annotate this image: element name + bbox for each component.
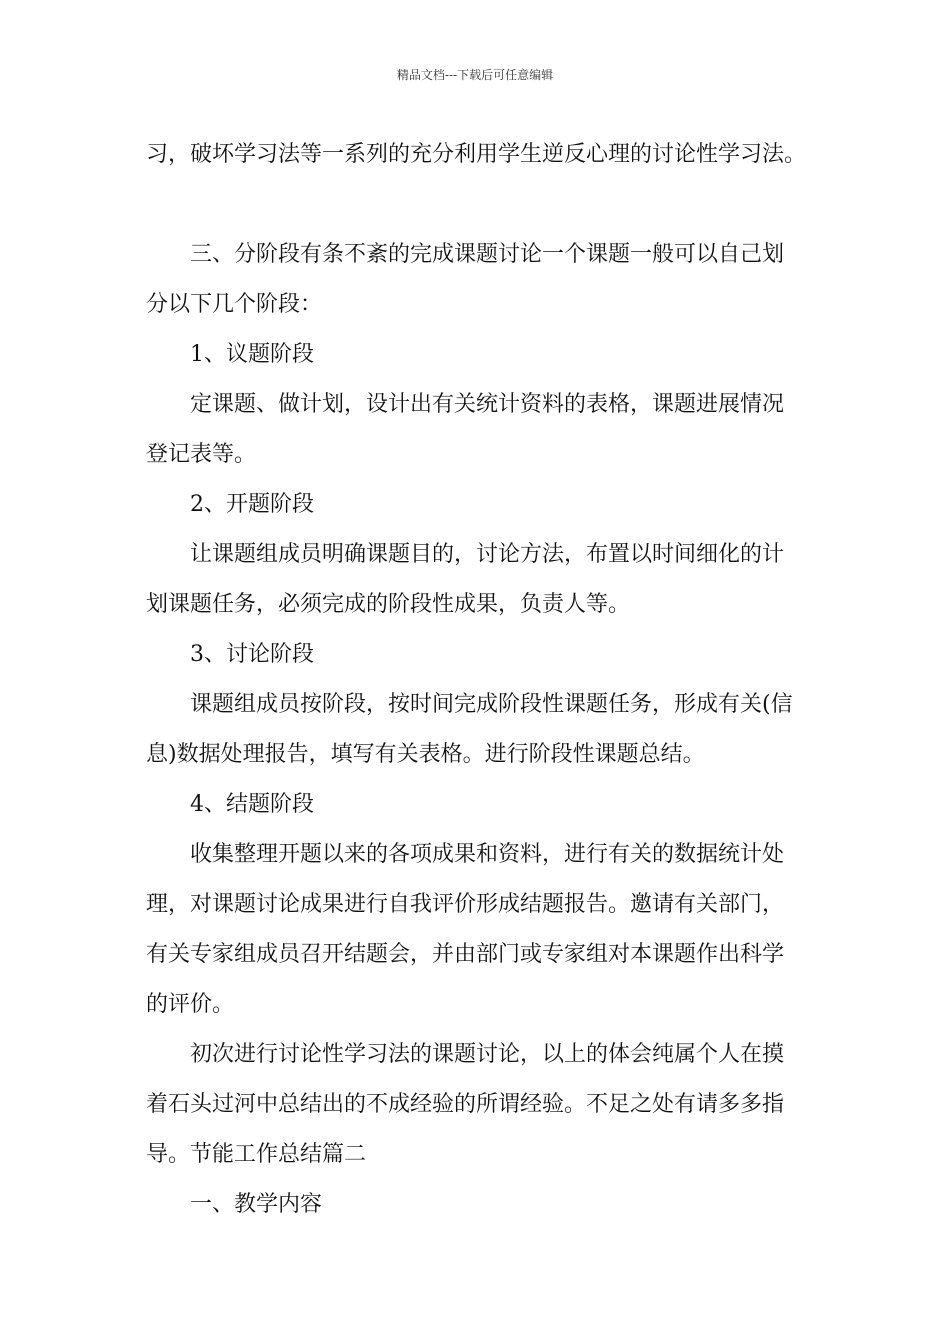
paragraph-line: 息)数据处理报告，填写有关表格。进行阶段性课题总结。 <box>146 742 705 767</box>
paragraph-line: 让课题组成员明确课题目的，讨论方法，布置以时间细化的计 <box>190 542 785 567</box>
stage-heading-2: 2、开题阶段 <box>190 492 314 517</box>
paragraph-line: 着石头过河中总结出的不成经验的所谓经验。不足之处有请多多指 <box>146 1092 785 1117</box>
paragraph-gap <box>146 180 810 230</box>
paragraph-line: 的评价。 <box>146 992 235 1017</box>
paragraph-line: 分以下几个阶段： <box>146 292 323 317</box>
paragraph-line: 有关专家组成员召开结题会，并由部门或专家组对本课题作出科学 <box>146 942 785 967</box>
paragraph-line: 习，破坏学习法等一系列的充分利用学生逆反心理的讨论性学习法。 <box>146 142 807 167</box>
section-heading-line: 三、分阶段有条不紊的完成课题讨论一个课题一般可以自己划 <box>190 242 785 267</box>
section-heading-teaching-content: 一、教学内容 <box>190 1192 323 1217</box>
paragraph-line: 划课题任务，必须完成的阶段性成果，负责人等。 <box>146 592 631 617</box>
paragraph-line: 课题组成员按阶段，按时间完成阶段性课题任务，形成有关(信 <box>190 692 793 717</box>
document-body <box>146 130 810 1230</box>
stage-heading-1: 1、议题阶段 <box>190 342 314 367</box>
stage-heading-3: 3、讨论阶段 <box>190 642 314 667</box>
paragraph-line: 理，对课题讨论成果进行自我评价形成结题报告。邀请有关部门， <box>146 892 785 917</box>
page-header: 精品文档---下载后可任意编辑 <box>396 68 554 82</box>
paragraph-line: 定课题、做计划，设计出有关统计资料的表格，课题进展情况 <box>190 392 785 417</box>
paragraph-line: 初次进行讨论性学习法的课题讨论，以上的体会纯属个人在摸 <box>190 1042 785 1067</box>
paragraph-line: 导。节能工作总结篇二 <box>146 1142 367 1167</box>
stage-heading-4: 4、结题阶段 <box>190 792 314 817</box>
paragraph-line: 收集整理开题以来的各项成果和资料，进行有关的数据统计处 <box>190 842 785 867</box>
paragraph-line: 登记表等。 <box>146 442 257 467</box>
